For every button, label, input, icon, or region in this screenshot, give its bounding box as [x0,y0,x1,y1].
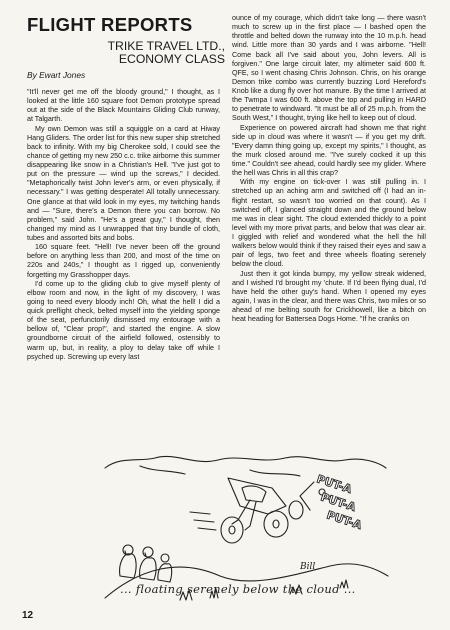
trike-frame [228,478,286,514]
artist-signature: Bill [300,562,316,572]
trike-seat [242,486,266,502]
cartoon-caption: ... floating serenely below the cloud ... [120,582,356,596]
left-column [27,88,220,362]
page-number: 12 [22,610,34,621]
sound-effect-text: PUT-A [315,472,354,496]
paragraph: With my engine on tick-over I was still pulling in. I stretched up an aching arm and switched off (I had an in-flight restart, so wasn't too worried on that count). As I switched off, I glanced straight down and the ground below me was in clear sight. The cloud extended thickly to a point level with my more privat parts, and below that was clear air. I giggled with relief and wondered what the hell the hill walkers below would think if they raised their eyes and saw a pair of legs, two feet and three wheels floating serenely below the cloud. [232,178,426,269]
article-headline [60,40,225,66]
pilot-legs [232,500,256,530]
paragraph: Just then it got kinda bumpy, my yellow streak widened, and I wished I'd brought my 'chute. If I'd been flying dual, I'd have held the other guy's hand. When I opened my eyes again, I was in the clear, and there was Chris, two miles or so ahead of me belting south for Crickhowell, like a bitch on heat heading for Battersea Dogs Home. "If he cranks on [232,269,426,324]
paragraph: ounce of my courage, which didn't take long — there wasn't much to screw up in the first place — I bashed open the throttle and belted down the runway into the 10 m.p.h. head wind. Little more than 30 yards and I was airborne. "Hell! Come back all I've said about you, John levers. All is forgiven." One large circuit later, my altimeter said 600 ft. QFE, so I went chasing Chris Johnson. Chris, on his orange Demon trike combo was currently buzzing Lord Hereford's Knob like a dung fly over hot manure. By the time I arrived at the Twmpa I was 600 ft. above the top and pulling in HARD to penetrate to windward. "It must be all of 25 m.p.h. from the South West," I thought, trying like hell to keep out of cloud. [232,14,426,123]
paragraph: "It'll never get me off the bloody ground," I thought, as I looked at the little 160 square foot Demon prototype spread out at the side of the Black Mountains Gliding Club runway, at Talgarth. [27,88,220,124]
trike-rear-wheel-hub [273,520,279,528]
trike-side-wheel [289,501,303,519]
paragraph: Experience on powered aircraft had shown me that right side up in cloud was where it wasn't — if you get my drift. "Every damn thing going up, except my spirits," I thought, as the murk closed around me. "I've surely cocked it up this time." Couldn't see ahead, could hardly see my glider. Where the hell was Chris in all this crap? [232,123,426,178]
paragraph: 160 square feet. "Hell! I've never been off the ground before on anything less than 200, and most of the time on 220s and 240s," I thought as I rigged up, conveniently forgetting my Grasshopper days. [27,243,220,279]
hill-walkers [120,545,172,582]
sound-effect-text: PUT-A [325,508,364,532]
sound-effect-text: PUT-A [319,490,358,514]
paragraph: I'd come up to the gliding club to give myself plenty of elbow room and now, in the light of my discovery, I was going to need every bloody inch! Oh, what the hell! I did a quick preflight check, belted myself into the yielding sponge of the seat, perfunctorily dismissed my entourage with a bellow of, "Clear prop!", and started the engine. A slow groundborne circuit of the airfield followed, ostensibly to warm up, but, in reality, a ploy to delay take off while I psyched up. Screwing up every last [27,279,220,361]
trike-front-wheel-hub [229,526,235,534]
trike-front-wheel [221,517,243,543]
section-title: FLIGHT REPORTS [27,14,193,35]
headline-line-2: ECONOMY CLASS [118,52,225,66]
paragraph: My own Demon was still a squiggle on a card at Hiway Hang Gliders. The order list for this new super ship stretched back to infinity. With my big Cherokee sold, I could see the chance of getting my new 250 c.c. trike airborne this summer disappearing like snow in a Christian's Hell. "I've just got to put on the pressure — wind up the screws," I decided. "Metaphorically twist John lever's arm, or even physically, if necessary." I was getting desperate! All totally unnecessary. One glance at that wild look in my eyes, my twitching hands and — "Sure, there's a Demon there you can borrow. No problem," said John. "He's a great guy," I thought, then changed my mind as I unwrapped that tiny bundle of cloth, tubes and assorted bits and bobs. [27,124,220,242]
trike-rear-wheel [264,511,288,537]
right-column [232,14,426,324]
motion-lines [190,512,216,530]
headline-line-1: TRIKE TRAVEL LTD., [107,39,225,53]
cloud-outline [105,456,386,468]
byline: By Ewart Jones [27,70,86,80]
cloud-outline [140,466,300,476]
